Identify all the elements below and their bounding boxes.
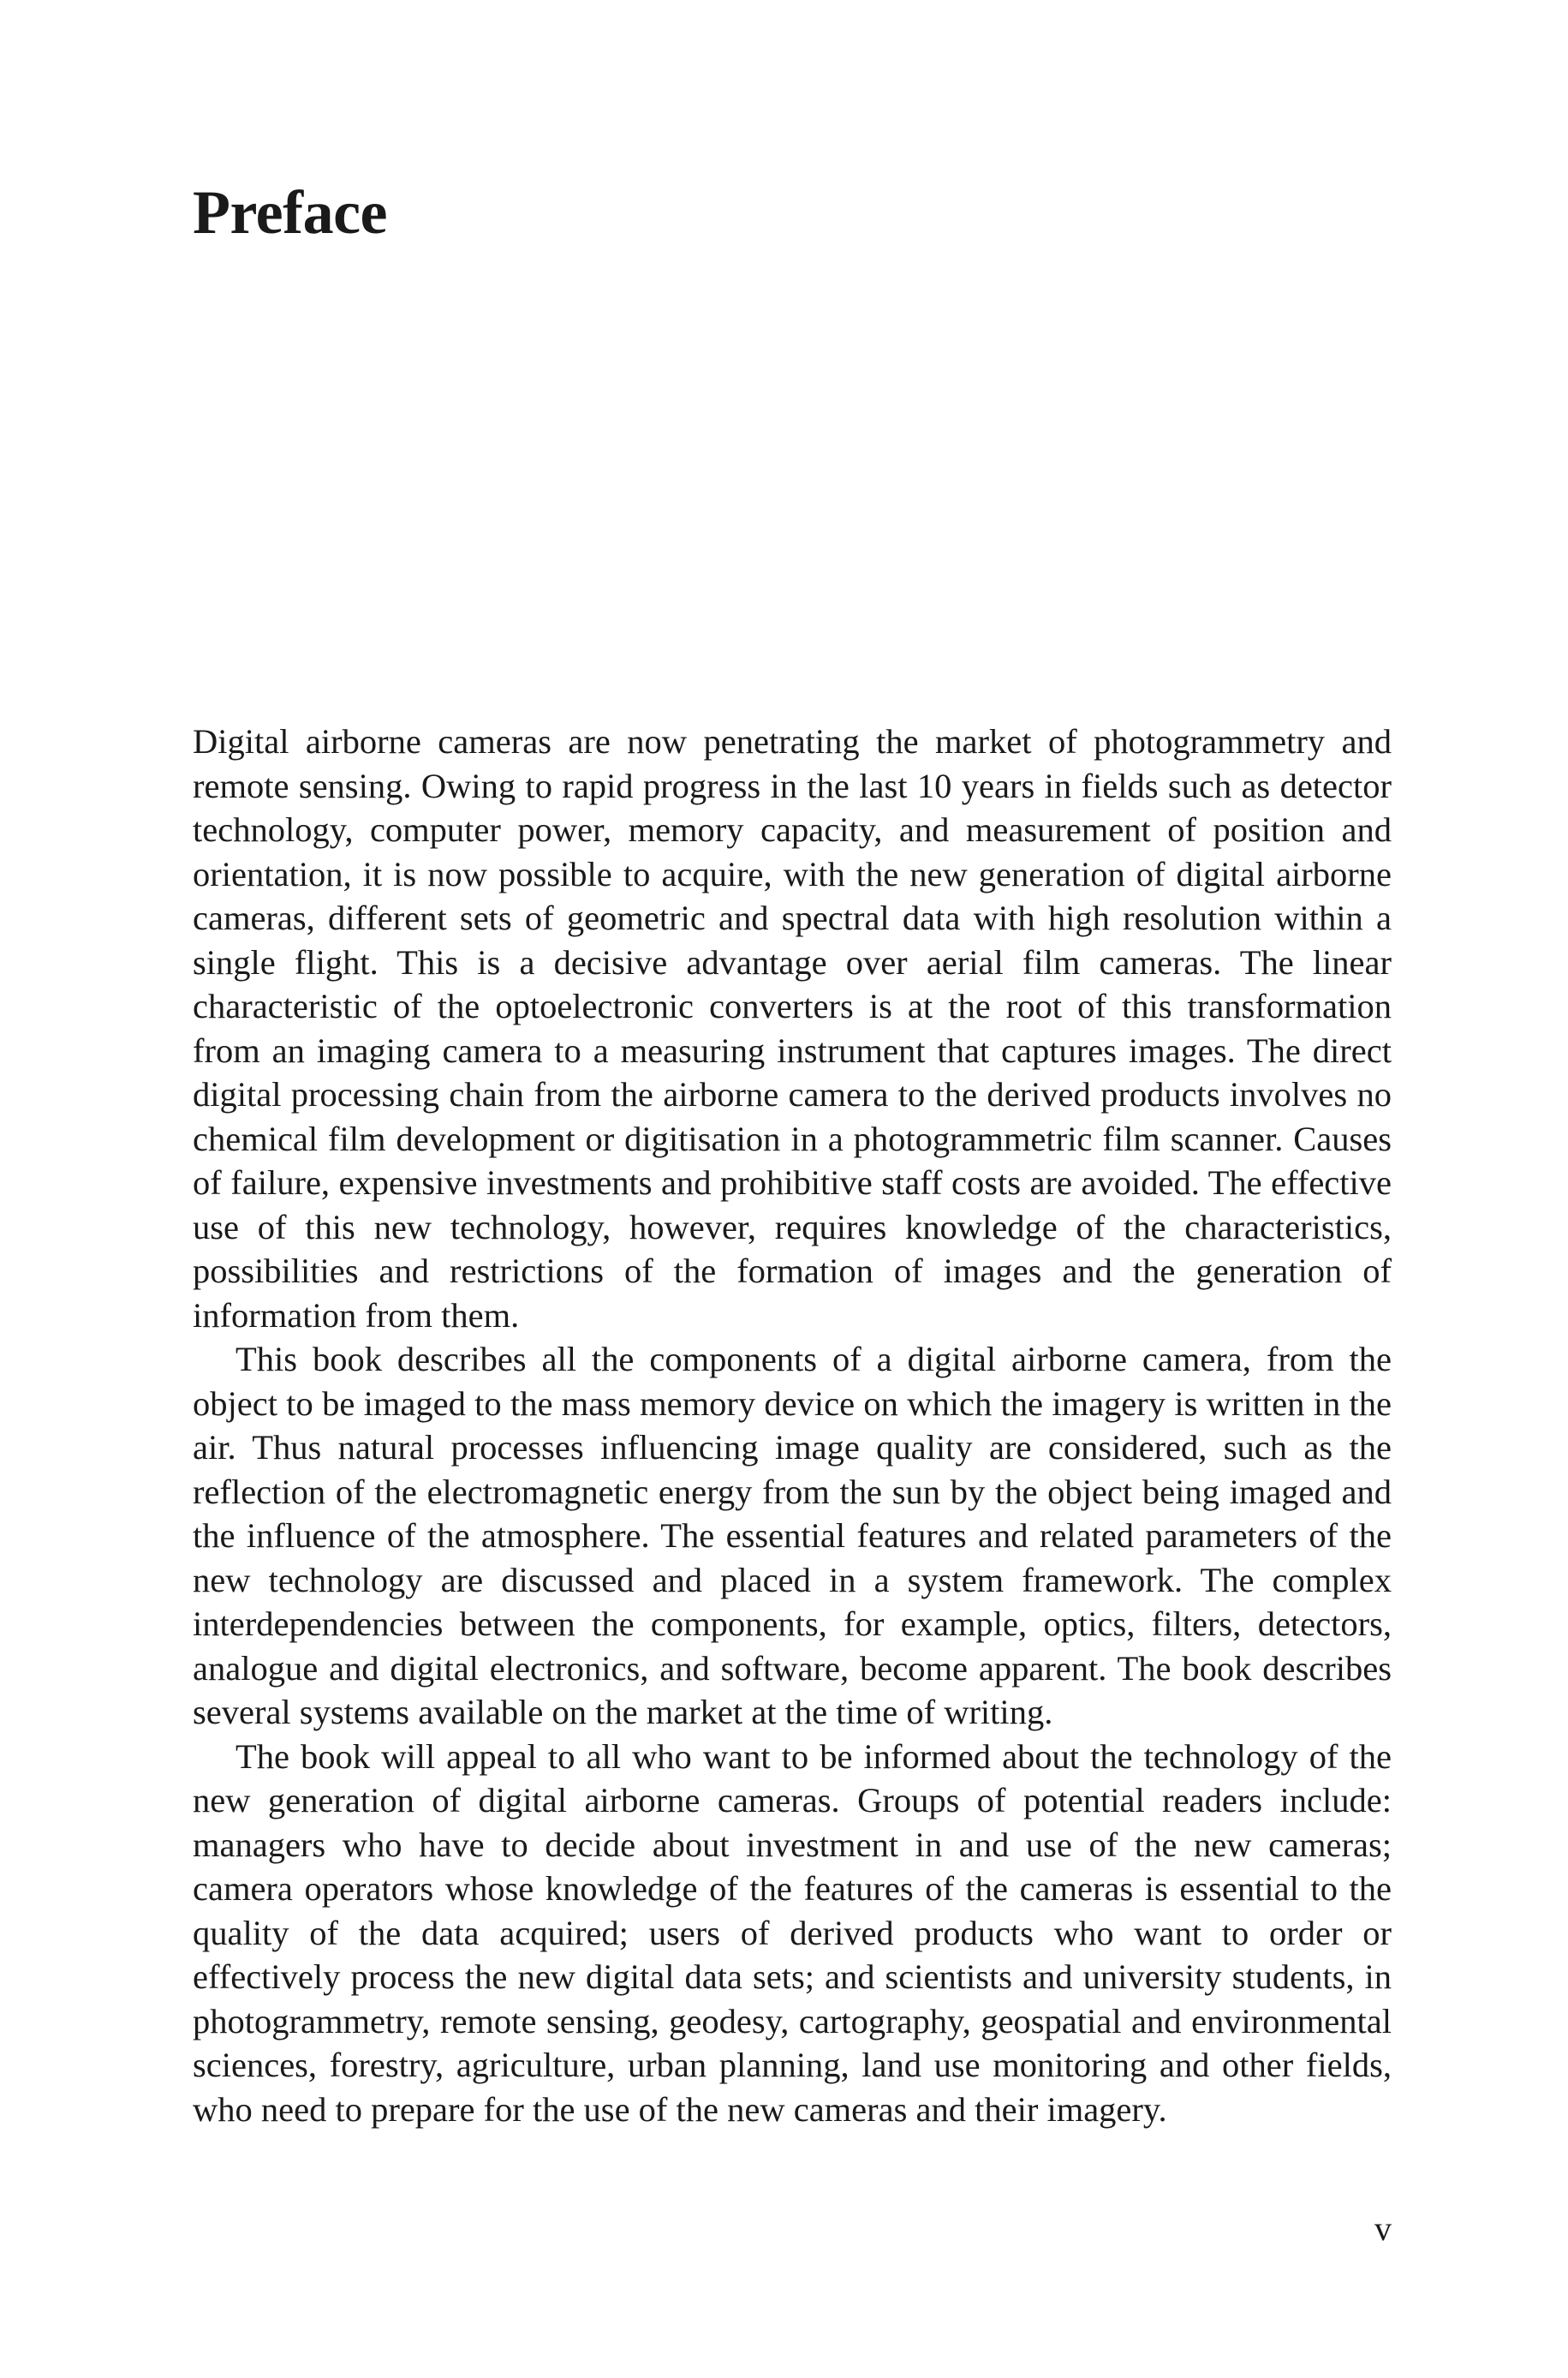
paragraph-2: This book describes all the components of a digital airborne camera, from the object to be imaged to the mass memory device on which the imagery is written in the air. Thus natural processes influencing image quality are considered, such as the reflection of the electromagnetic energy from the sun by the object being imaged and the influence of the atmosphere. The essential features and related parameters of the new technology are discussed and placed in a system framework. The complex interdependencies between the components, for example, optics, filters, detectors, analogue and digital electronics, and software, become apparent. The book describes several systems available on the market at the time of writing. bbox=[193, 1340, 1392, 1731]
preface-body bbox=[193, 720, 1392, 2131]
chapter-title: Preface bbox=[193, 178, 387, 247]
paragraph-3: The book will appeal to all who want to be informed about the technology of the new generation of digital airborne cameras. Groups of potential readers include: managers who have to decide about investment in and use of the new cameras; camera operators whose knowledge of the features of the cameras is essential to the quality of the data acquired; users of derived products who want to order or effectively process the new digital data sets; and scientists and university students, in photogrammetry, remote sensing, geodesy, cartography, geospatial and environmental sciences, forestry, agriculture, urban planning, land use monitoring and other fields, who need to prepare for the use of the new cameras and their imagery. bbox=[193, 1736, 1392, 2129]
page-number: v bbox=[1374, 2209, 1392, 2248]
paragraph-1: Digital airborne cameras are now penetrating the market of photogrammetry and remote sensing. Owing to rapid progress in the last 10 years in fields such as detector technology, computer power, memory capacity, and measurement of position and orientation, it is now possible to acquire, with the new generation of digital airborne cameras, different sets of geometric and spectral data with high resolution within a single flight. This is a decisive advantage over aerial film cameras. The linear characteristic of the optoelectronic converters is at the root of this transformation from an imaging camera to a measuring instrument that captures images. The direct digital processing chain from the airborne camera to the derived products involves no chemical film development or digitisation in a photogrammetric film scanner. Causes of failure, expensive investments and prohibitive staff costs are avoided. The effective use of this new technology, however, requires knowledge of the characteristics, possibilities and restrictions of the formation of images and the generation of information from them. bbox=[193, 722, 1392, 1335]
